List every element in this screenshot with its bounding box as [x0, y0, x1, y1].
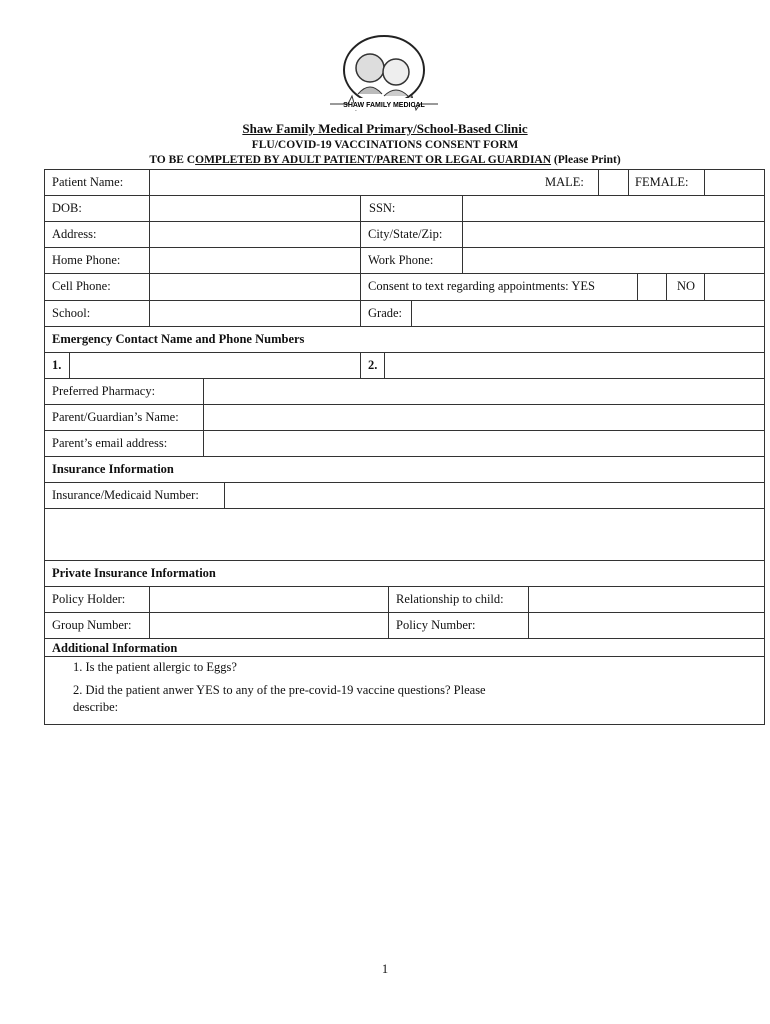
consent-text-label: Consent to text regarding appointments: YES [360, 274, 637, 300]
patient-name-field[interactable] [149, 170, 540, 195]
ssn-label: SSN: [360, 196, 462, 221]
vaccine-question: 2. Did the patient anwer YES to any of the pre-covid-19 vaccine questions? Please [73, 683, 486, 697]
row-emergency-heading [44, 327, 765, 353]
cell-phone-label: Cell Phone: [52, 279, 111, 293]
emergency-contact-1-field[interactable] [69, 353, 360, 378]
allergy-question: 1. Is the patient allergic to Eggs? [73, 660, 237, 674]
policy-number-label: Policy Number: [388, 613, 528, 638]
medicaid-number-field[interactable] [224, 483, 764, 508]
row-patient-name [44, 169, 765, 196]
form-title: FLU/COVID-19 VACCINATIONS CONSENT FORM [251, 139, 519, 151]
male-checkbox[interactable] [598, 170, 628, 195]
row-insurance-heading [44, 457, 765, 483]
medicaid-number-label: Insurance/Medicaid Number: [52, 488, 199, 502]
home-phone-label: Home Phone: [52, 253, 121, 267]
ssn-field[interactable] [462, 196, 764, 221]
row-school [44, 301, 765, 327]
address-label: Address: [52, 227, 97, 241]
guardian-name-label: Parent/Guardian’s Name: [52, 410, 179, 424]
city-state-zip-field[interactable] [462, 222, 764, 247]
page-number: 1 [381, 962, 389, 976]
row-home-phone [44, 248, 765, 274]
home-phone-field[interactable] [149, 248, 360, 273]
emergency-contact-2-label: 2. [360, 353, 384, 378]
dob-field[interactable] [149, 196, 360, 221]
private-insurance-heading: Private Insurance Information [52, 566, 216, 580]
cell-phone-field[interactable] [149, 274, 360, 300]
consent-form-table [44, 169, 765, 725]
clinic-title: Shaw Family Medical Primary/School-Based Clinic [242, 121, 528, 136]
row-address [44, 222, 765, 248]
work-phone-label: Work Phone: [360, 248, 462, 273]
grade-label: Grade: [360, 301, 411, 326]
city-state-zip-label: City/State/Zip: [360, 222, 462, 247]
row-emergency-contacts [44, 353, 765, 379]
consent-yes-checkbox[interactable] [637, 274, 666, 300]
form-instruction: TO BE COMPLETED BY ADULT PATIENT/PARENT OR LEGAL GUARDIAN (Please Print) [149, 154, 621, 166]
row-blank [44, 509, 765, 561]
row-medicaid [44, 483, 765, 509]
parent-email-label: Parent’s email address: [52, 436, 168, 450]
vaccine-question-describe: describe: [73, 700, 119, 714]
policy-holder-label: Policy Holder: [52, 592, 126, 606]
consent-no-label: NO [666, 274, 704, 300]
row-policy-holder [44, 587, 765, 613]
row-additional-questions [44, 657, 765, 725]
additional-heading: Additional Information [52, 641, 178, 655]
logo-text: SHAW FAMILY MEDICAL [343, 102, 425, 109]
emergency-contact-2-field[interactable] [384, 353, 764, 378]
female-checkbox[interactable] [704, 170, 764, 195]
patient-name-label: Patient Name: [52, 175, 124, 189]
row-dob [44, 196, 765, 222]
clinic-logo [328, 34, 440, 118]
row-additional-heading [44, 639, 765, 657]
row-guardian [44, 405, 765, 431]
address-field[interactable] [149, 222, 360, 247]
consent-no-checkbox[interactable] [704, 274, 764, 300]
group-number-field[interactable] [149, 613, 388, 638]
row-group-number [44, 613, 765, 639]
guardian-name-field[interactable] [203, 405, 764, 430]
school-field[interactable] [149, 301, 360, 326]
grade-field[interactable] [411, 301, 764, 326]
relationship-field[interactable] [528, 587, 764, 612]
parent-email-field[interactable] [203, 431, 764, 456]
work-phone-field[interactable] [462, 248, 764, 273]
school-label: School: [52, 306, 91, 320]
pharmacy-label: Preferred Pharmacy: [52, 384, 156, 398]
row-cell-phone [44, 274, 765, 301]
group-number-label: Group Number: [52, 618, 132, 632]
emergency-heading: Emergency Contact Name and Phone Numbers [52, 332, 305, 346]
pharmacy-field[interactable] [203, 379, 764, 404]
policy-holder-field[interactable] [149, 587, 388, 612]
row-parent-email [44, 431, 765, 457]
insurance-heading: Insurance Information [52, 462, 174, 476]
female-label: FEMALE: [628, 170, 704, 195]
dob-label: DOB: [52, 201, 82, 215]
male-label: MALE: [545, 175, 584, 189]
policy-number-field[interactable] [528, 613, 764, 638]
relationship-label: Relationship to child: [388, 587, 528, 612]
emergency-contact-1-label: 1. [52, 358, 62, 372]
row-pharmacy [44, 379, 765, 405]
row-private-insurance-heading [44, 561, 765, 587]
